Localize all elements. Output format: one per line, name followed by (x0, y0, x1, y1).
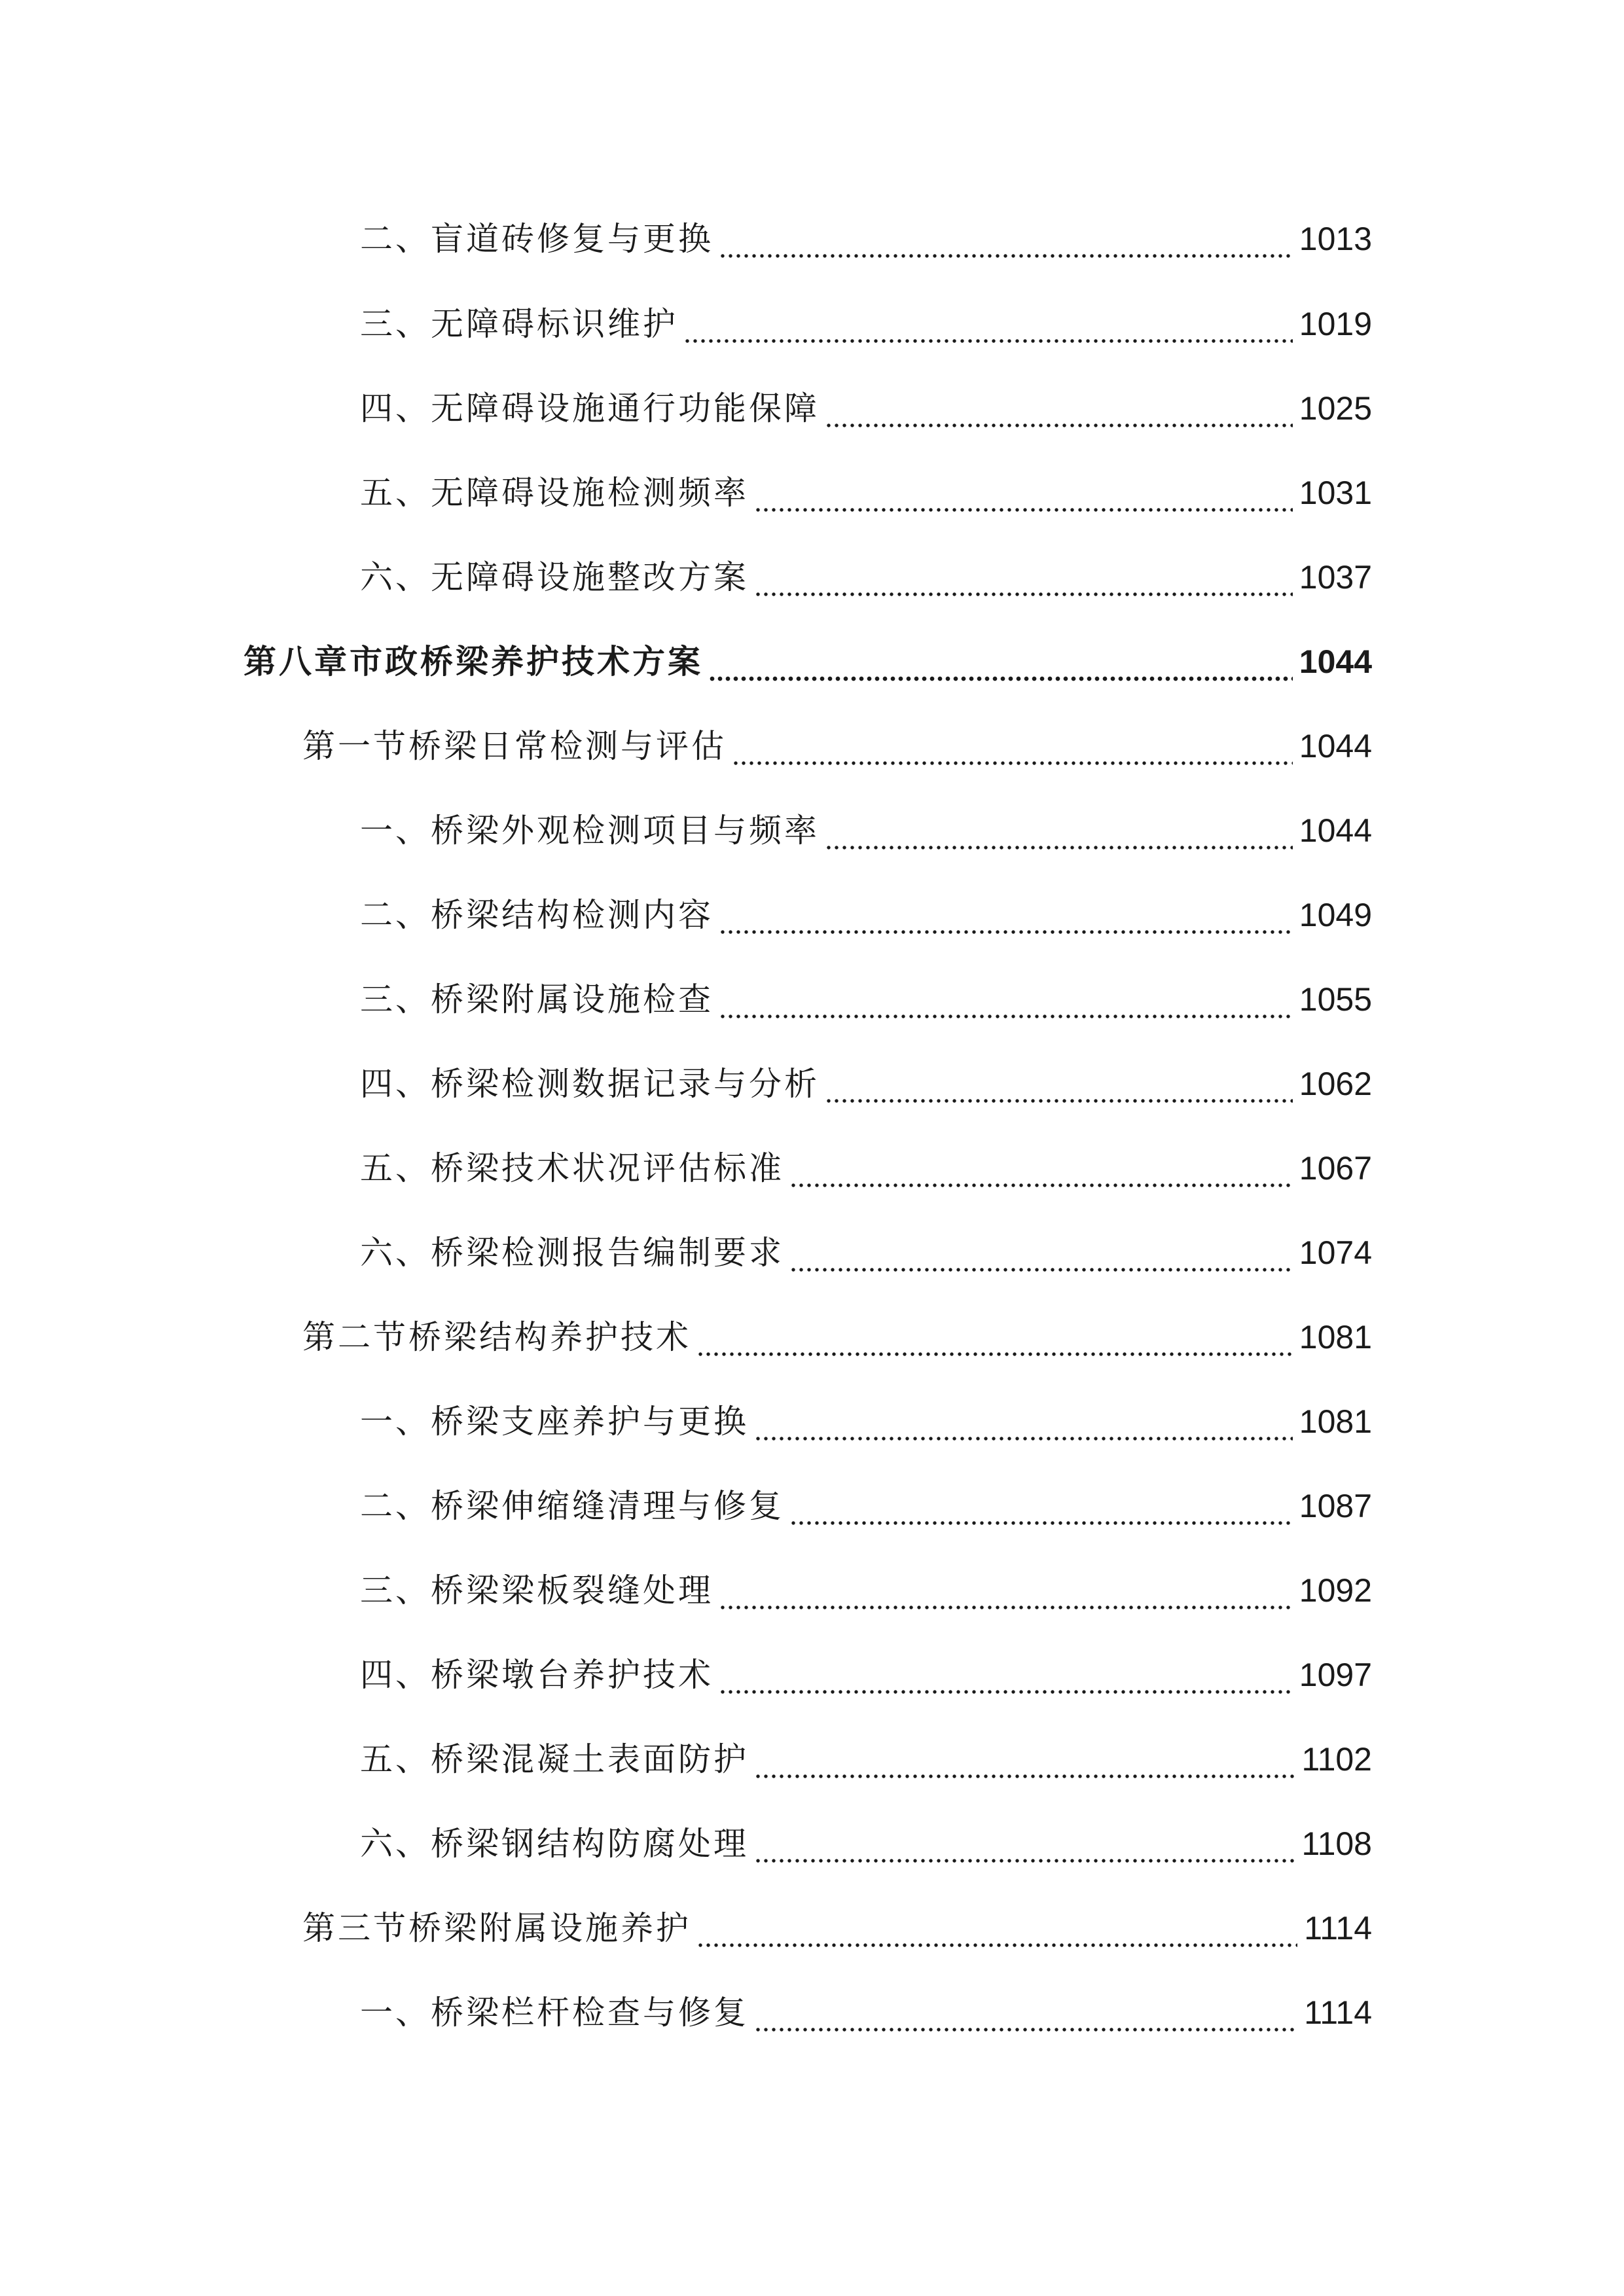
dot-leader (754, 1818, 1295, 1870)
toc-entry-page: 1044 (1299, 643, 1372, 680)
dot-leader (754, 467, 1293, 519)
toc-entry-title: 五、桥梁混凝土表面防护 (360, 1740, 749, 1778)
toc-entry[interactable] (360, 1142, 1372, 1194)
toc-entry-title: 四、桥梁墩台养护技术 (360, 1656, 713, 1694)
toc-entry-page: 1049 (1299, 897, 1372, 933)
dot-leader (789, 1142, 1293, 1194)
dot-leader (754, 1986, 1297, 2039)
toc-entry-page: 1044 (1299, 728, 1372, 764)
toc-entry-page: 1087 (1299, 1488, 1372, 1524)
toc-entry-page: 1081 (1299, 1319, 1372, 1355)
toc-entry-page: 1025 (1299, 390, 1372, 427)
toc-entry-title: 六、桥梁检测报告编制要求 (360, 1234, 784, 1272)
dot-leader (696, 1902, 1297, 1954)
toc-entry[interactable] (360, 1227, 1372, 1279)
dot-leader (708, 636, 1293, 688)
toc-entry-title: 一、桥梁栏杆检查与修复 (360, 1994, 749, 2032)
toc-entry-title: 二、桥梁伸缩缝清理与修复 (360, 1487, 784, 1525)
toc-entry-page: 1114 (1304, 1994, 1372, 2031)
toc-entry-title: 二、桥梁结构检测内容 (360, 896, 713, 934)
toc-entry-title: 一、桥梁支座养护与更换 (360, 1403, 749, 1441)
toc-entry-section[interactable] (302, 1902, 1372, 1954)
toc-entry-page: 1108 (1301, 1825, 1372, 1862)
toc-entry-title: 六、桥梁钢结构防腐处理 (360, 1825, 749, 1863)
toc-entry-page: 1092 (1299, 1572, 1372, 1609)
toc-entry[interactable] (360, 1733, 1372, 1785)
toc-entry-page: 1013 (1299, 221, 1372, 257)
dot-leader (825, 382, 1293, 435)
toc-entry[interactable] (360, 213, 1372, 265)
dot-leader (719, 1649, 1293, 1701)
toc-entry-page: 1062 (1299, 1066, 1372, 1102)
dot-leader (719, 973, 1293, 1026)
dot-leader (754, 1395, 1293, 1448)
toc-entry-title: 五、桥梁技术状况评估标准 (360, 1149, 784, 1187)
dot-leader (732, 720, 1293, 772)
toc-entry[interactable] (360, 1564, 1372, 1617)
toc-entry[interactable] (360, 889, 1372, 941)
toc-entry[interactable] (360, 298, 1372, 350)
toc-entry-page: 1074 (1299, 1234, 1372, 1271)
toc-entry[interactable] (360, 1818, 1372, 1870)
toc-entry[interactable] (360, 1480, 1372, 1532)
dot-leader (789, 1480, 1293, 1532)
dot-leader (696, 1311, 1293, 1363)
dot-leader (719, 1564, 1293, 1617)
toc-entry-title: 第三节桥梁附属设施养护 (302, 1909, 691, 1947)
toc-entry-page: 1114 (1304, 1910, 1372, 1946)
toc-entry-page: 1097 (1299, 1657, 1372, 1693)
dot-leader (719, 889, 1293, 941)
toc-entry[interactable] (360, 551, 1372, 603)
toc-entry-title: 一、桥梁外观检测项目与频率 (360, 812, 820, 850)
toc-entry[interactable] (360, 467, 1372, 519)
toc-entry-title: 四、桥梁检测数据记录与分析 (360, 1065, 820, 1103)
toc-entry-section[interactable] (302, 720, 1372, 772)
toc-entry-title: 六、无障碍设施整改方案 (360, 558, 749, 596)
dot-leader (825, 804, 1293, 857)
toc-entry-title: 二、盲道砖修复与更换 (360, 220, 713, 258)
toc-entry[interactable] (360, 1058, 1372, 1110)
toc-entry[interactable] (360, 1986, 1372, 2039)
toc-entry[interactable] (360, 804, 1372, 857)
toc-entry-title: 第二节桥梁结构养护技术 (302, 1318, 691, 1356)
toc-entry-title: 三、桥梁附属设施检查 (360, 980, 713, 1018)
toc-entry-page: 1044 (1299, 812, 1372, 849)
dot-leader (683, 298, 1293, 350)
toc-entry-title: 三、无障碍标识维护 (360, 305, 678, 343)
toc-entry-title: 第八章市政桥梁养护技术方案 (244, 643, 703, 681)
toc-entry-page: 1055 (1299, 981, 1372, 1018)
toc-entry-title: 第一节桥梁日常检测与评估 (302, 727, 727, 765)
toc-entry-page: 1081 (1299, 1403, 1372, 1440)
toc-entry[interactable] (360, 973, 1372, 1026)
toc-entry-page: 1019 (1299, 306, 1372, 342)
toc-entry[interactable] (360, 382, 1372, 435)
toc-entry-page: 1037 (1299, 559, 1372, 596)
dot-leader (719, 213, 1293, 265)
toc-entry-page: 1031 (1299, 475, 1372, 511)
toc-entry-title: 三、桥梁梁板裂缝处理 (360, 1571, 713, 1609)
toc-entry-chapter[interactable] (244, 636, 1372, 688)
dot-leader (754, 1733, 1295, 1785)
dot-leader (789, 1227, 1293, 1279)
toc-entry-page: 1067 (1299, 1150, 1372, 1187)
toc-entry-section[interactable] (302, 1311, 1372, 1363)
toc-entry-title: 五、无障碍设施检测频率 (360, 474, 749, 512)
toc-entry[interactable] (360, 1649, 1372, 1701)
dot-leader (825, 1058, 1293, 1110)
dot-leader (754, 551, 1293, 603)
toc-entry-title: 四、无障碍设施通行功能保障 (360, 389, 820, 427)
toc-entry-page: 1102 (1301, 1741, 1372, 1778)
toc-entry[interactable] (360, 1395, 1372, 1448)
